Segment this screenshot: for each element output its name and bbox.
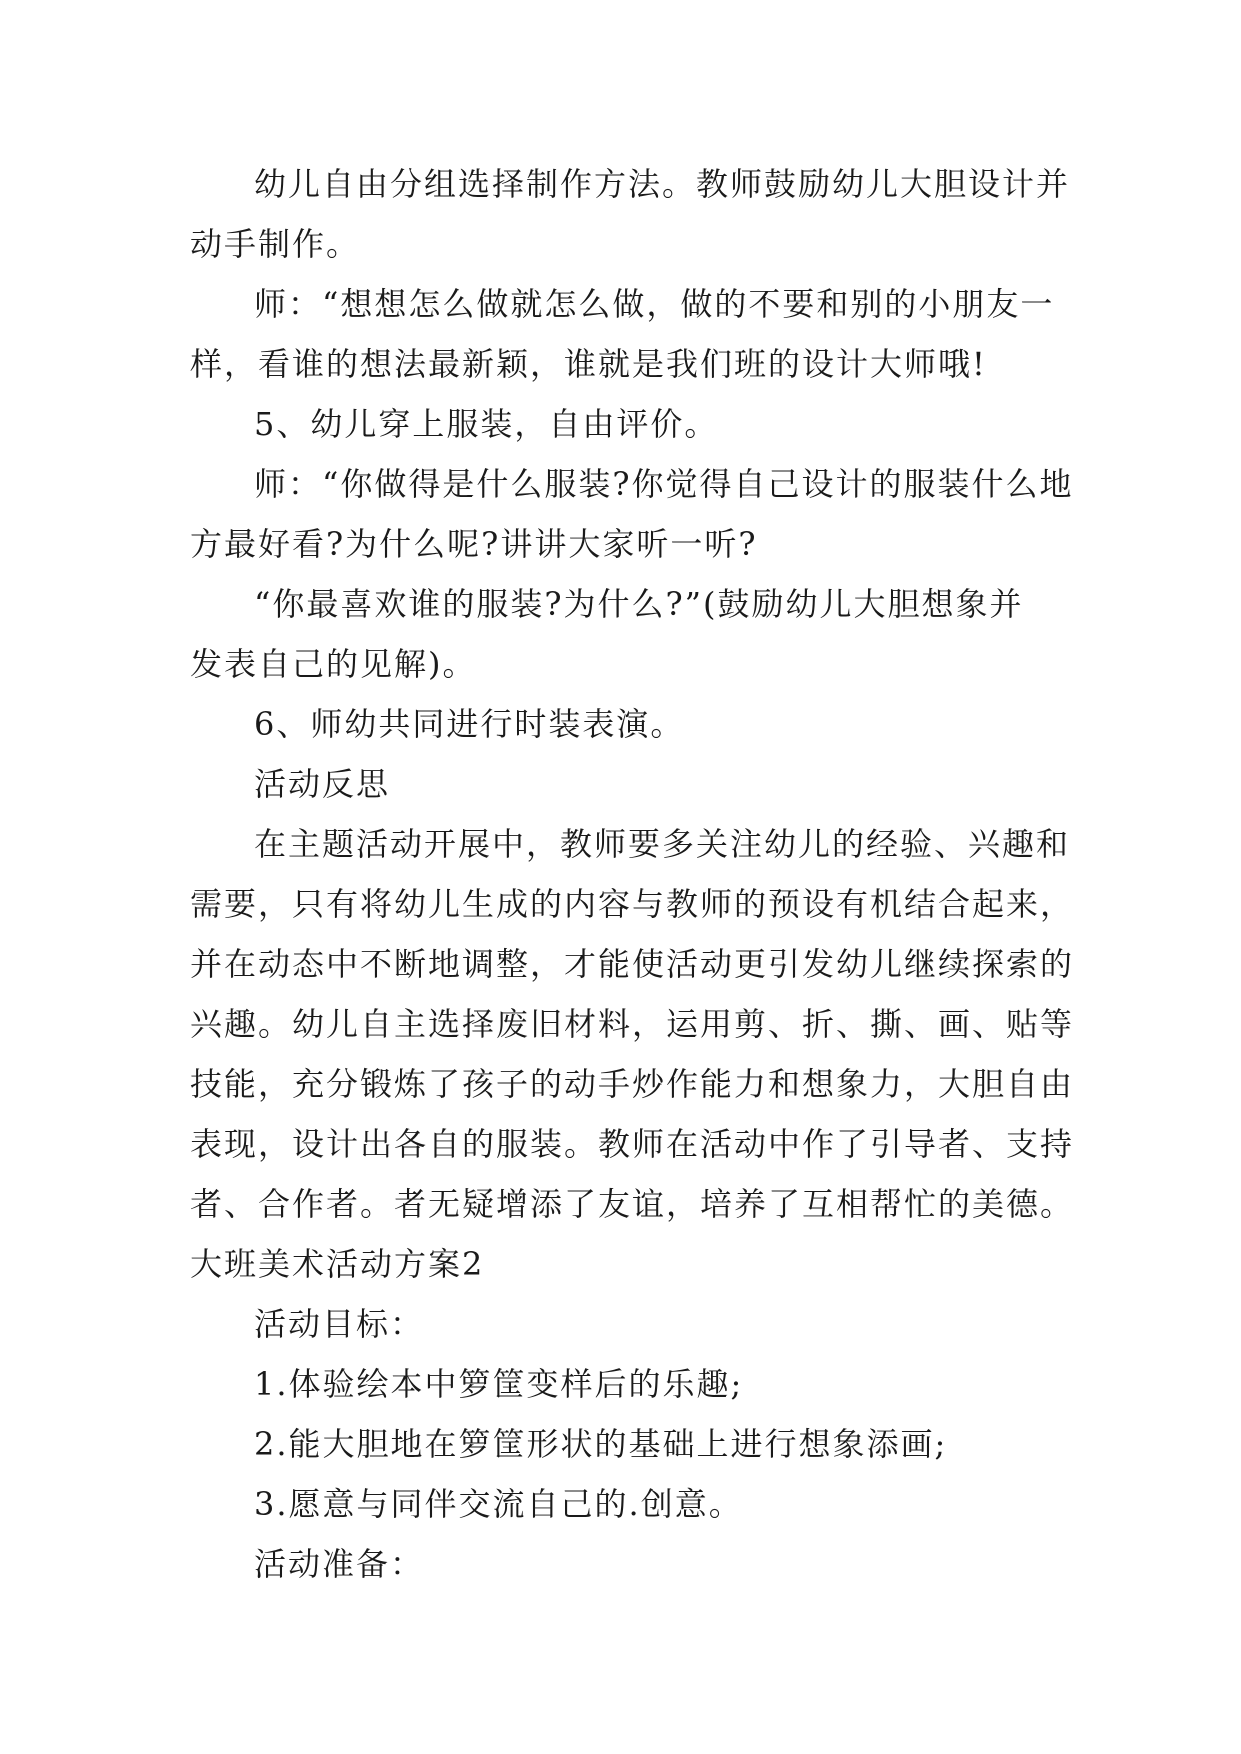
paragraph-line: 表现，设计出各自的服装。教师在活动中作了引导者、支持 <box>190 1125 1075 1163</box>
paragraph-line: 技能，充分锻炼了孩子的动手炒作能力和想象力，大胆自由 <box>190 1065 1075 1103</box>
paragraph-line: 需要，只有将幼儿生成的内容与教师的预设有机结合起来， <box>190 885 1075 923</box>
document-title: 大班美术活动方案2 <box>190 1245 485 1283</box>
paragraph-line: “你最喜欢谁的服装?为什么?”(鼓励幼儿大胆想象并 <box>254 585 1024 623</box>
paragraph-line: 兴趣。幼儿自主选择废旧材料，运用剪、折、撕、画、贴等 <box>190 1005 1075 1043</box>
section-heading: 活动反思 <box>254 765 391 803</box>
paragraph-line: 动手制作。 <box>190 225 361 263</box>
paragraph-line: 幼儿自由分组选择制作方法。教师鼓励幼儿大胆设计并 <box>254 165 1071 203</box>
list-item: 3.愿意与同伴交流自己的.创意。 <box>254 1485 743 1523</box>
paragraph-line: 方最好看?为什么呢?讲讲大家听一听? <box>190 525 758 563</box>
document-body <box>190 154 1075 1594</box>
paragraph-line: 在主题活动开展中，教师要多关注幼儿的经验、兴趣和 <box>254 825 1071 863</box>
list-item: 1.体验绘本中箩筐变样后的乐趣; <box>254 1365 744 1403</box>
section-heading: 活动目标： <box>254 1305 425 1343</box>
paragraph-line: 发表自己的见解)。 <box>190 645 477 683</box>
paragraph-line: 5、幼儿穿上服装，自由评价。 <box>254 405 719 443</box>
paragraph-line: 样，看谁的想法最新颖，谁就是我们班的设计大师哦! <box>190 345 987 383</box>
paragraph-line: 师：“想想怎么做就怎么做，做的不要和别的小朋友一 <box>254 285 1055 323</box>
paragraph-line: 师：“你做得是什么服装?你觉得自己设计的服装什么地 <box>254 465 1074 503</box>
paragraph-line: 6、师幼共同进行时装表演。 <box>254 705 685 743</box>
list-item: 2.能大胆地在箩筐形状的基础上进行想象添画; <box>254 1425 948 1463</box>
paragraph-line: 者、合作者。者无疑增添了友谊，培养了互相帮忙的美德。 <box>190 1185 1075 1223</box>
paragraph-line: 并在动态中不断地调整，才能使活动更引发幼儿继续探索的 <box>190 945 1075 983</box>
section-heading: 活动准备： <box>254 1545 425 1583</box>
